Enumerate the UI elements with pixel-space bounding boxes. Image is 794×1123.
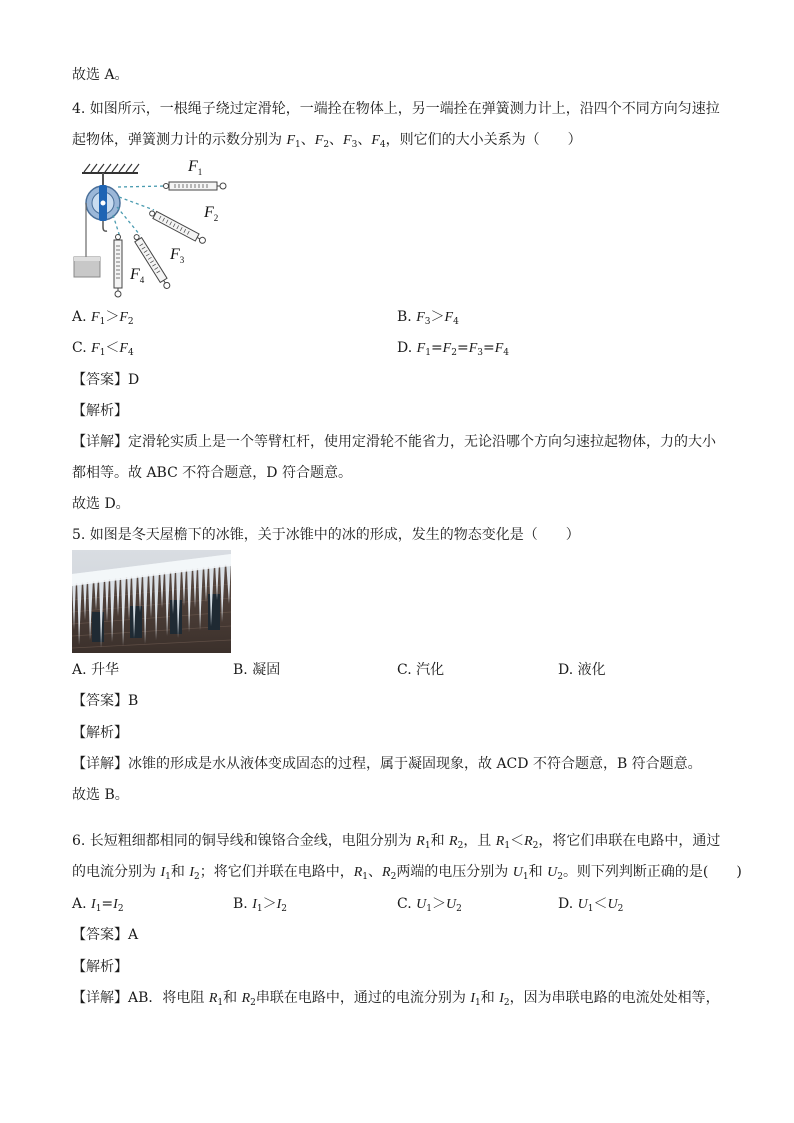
q4-option-b: B. $F_3>F_4$ (397, 309, 459, 327)
q4-detail-line1: 【详解】定滑轮实质上是一个等臂杠杆，使用定滑轮不能省力，无论沿哪个方向匀速拉起物体，力的大小 (72, 434, 716, 450)
q6-option-b: B. $I_1>I_2$ (233, 896, 288, 914)
q6-analysis: 【解析】 (72, 959, 128, 975)
icicle-photo (72, 550, 231, 653)
q6-stem-line2: 的电流分别为 $I_1$和 $I_2$；将它们并联在电路中，$R_1$、$R_2$两端的电压分别为 $U_1$和 $U_2$。则下列判断正确的是( ) (72, 864, 742, 882)
q5-analysis: 【解析】 (72, 725, 128, 741)
label-f4: $F_4$ (130, 266, 145, 285)
q3-conclusion: 故选 A。 (72, 67, 129, 83)
q5-stem: 5. 如图是冬天屋檐下的冰锥，关于冰锥中的冰的形成，发生的物态变化是（ ） (72, 527, 580, 543)
q4-option-a: A. $F_1>F_2$ (72, 309, 134, 327)
q5-conclusion: 故选 B。 (72, 787, 129, 803)
q6-option-c: C. $U_1>U_2$ (397, 896, 462, 914)
q6-option-d: D. $U_1<U_2$ (558, 896, 624, 914)
q6-stem-line1: 6. 长短粗细都相同的铜导线和镍铬合金线，电阻分别为 $R_1$和 $R_2$，且 $R_1<R_2$，将它们串联在电路中，通过 (72, 833, 721, 851)
q6-option-a: A. $I_1=I_2$ (72, 896, 124, 914)
q5-option-c: C. 汽化 (397, 662, 445, 678)
q4-answer: 【答案】D (72, 372, 140, 388)
q5-option-d: D. 液化 (558, 662, 606, 678)
pulley-figure (68, 155, 238, 300)
q5-detail: 【详解】冰锥的形成是水从液体变成固态的过程，属于凝固现象，故 ACD 不符合题意，B 符合题意。 (72, 756, 702, 772)
q4-detail-line2: 都相等。故 ABC 不符合题意，D 符合题意。 (72, 465, 352, 481)
label-f3: $F_3$ (170, 246, 185, 265)
q4-analysis: 【解析】 (72, 403, 128, 419)
label-f1: $F_1$ (188, 158, 203, 177)
q4-option-c: C. $F_1<F_4$ (72, 340, 134, 358)
q5-option-a: A. 升华 (72, 662, 120, 678)
q4-stem-line1: 4. 如图所示，一根绳子绕过定滑轮，一端拴在物体上，另一端拴在弹簧测力计上，沿四个不同方向匀速拉 (72, 101, 720, 117)
q4-conclusion: 故选 D。 (72, 496, 130, 512)
q4-stem-line2: 起物体，弹簧测力计的示数分别为 $F_1$、$F_2$、$F_3$、$F_4$，则它们的大小关系为（ ） (72, 132, 582, 150)
q4-option-d: D. $F_1=F_2=F_3=F_4$ (397, 340, 510, 358)
label-f2: $F_2$ (204, 204, 219, 223)
q6-answer: 【答案】A (72, 927, 139, 943)
q5-option-b: B. 凝固 (233, 662, 281, 678)
q5-answer: 【答案】B (72, 693, 139, 709)
q6-detail: 【详解】AB．将电阻 $R_1$和 $R_2$串联在电路中，通过的电流分别为 $I_1$和 $I_2$，因为串联电路的电流处处相等， (72, 990, 720, 1008)
